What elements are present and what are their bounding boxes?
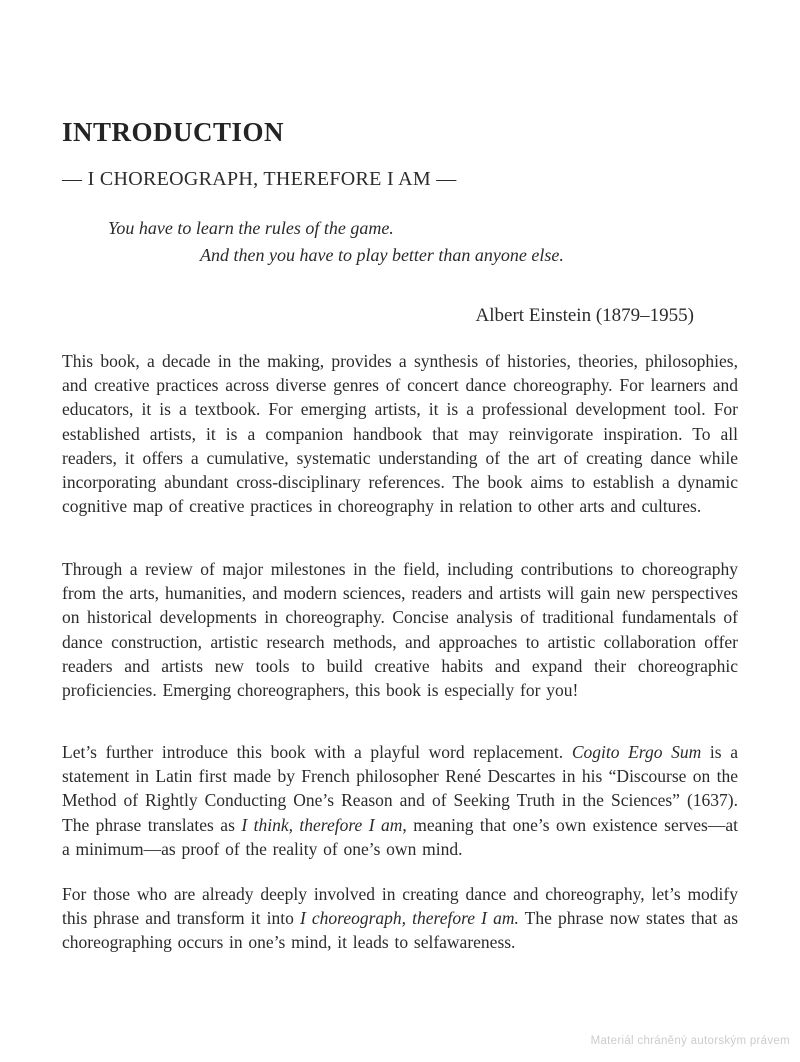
body-paragraph-3: Let’s further introduce this book with a playful word replacement. Cogito Ergo Sum is a statement in Latin first made by French philosopher René Descartes in his “Discourse on the Method of Rightly Conducting One’s Reason and of Seeking Truth in the Sciences” (1637). The phrase translates as I think, therefore I am, meaning that one’s own existence serves—at a minimum—as proof of the reality of one’s own mind. <box>62 742 739 859</box>
page-subtitle: — I CHOREOGRAPH, THEREFORE I AM — <box>62 167 457 190</box>
copyright-watermark: Materiál chráněný autorským právem <box>590 1035 790 1047</box>
body-paragraph-4: For those who are already deeply involved in creating dance and choreography, let’s modify this phrase and transform it into I choreograph, therefore I am. The phrase now states that as choreographing occurs in one’s mind, it leads to selfawareness. <box>62 884 739 953</box>
epigraph-attribution: Albert Einstein (1879–1955) <box>475 305 694 326</box>
epigraph-line-1: You have to learn the rules of the game. <box>108 218 394 238</box>
epigraph-line-2: And then you have to play better than anyone else. <box>200 245 564 265</box>
body-paragraph-2: Through a review of major milestones in the field, including contributions to choreography from the arts, humanities, and modern sciences, readers and artists will gain new perspectives on historical developments in choreography. Concise analysis of traditional fundamentals of dance construction, artistic research methods, and approaches to artistic collaboration offer readers and artists new tools to build creative habits and expand their choreographic proficiencies. Emerging choreographers, this book is especially for you! <box>62 559 738 701</box>
body-paragraph-1: This book, a decade in the making, provides a synthesis of histories, theories, philosophies, and creative practices across diverse genres of concert dance choreography. For learners and educators, it is a textbook. For emerging artists, it is a professional development tool. For established artists, it is a companion handbook that may reinvigorate inspiration. To all readers, it offers a cumulative, systematic understanding of the art of creating dance while incorporating abundant cross-disciplinary references. The book aims to establish a dynamic cognitive map of creative practices in choreography in relation to other arts and cultures. <box>62 351 738 517</box>
page-title: INTRODUCTION <box>62 117 285 148</box>
